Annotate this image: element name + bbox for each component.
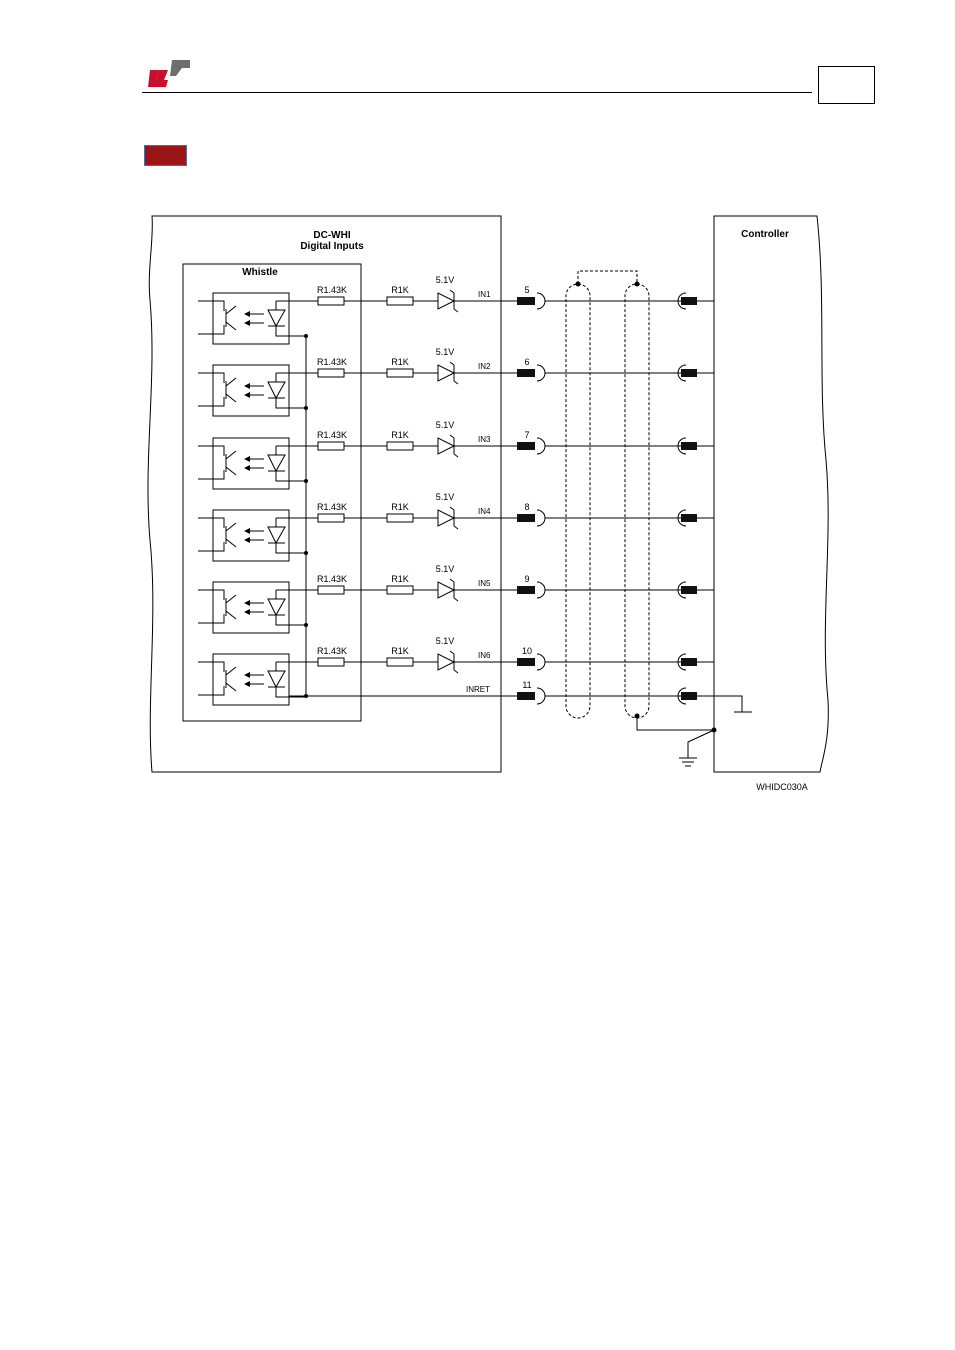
- zener-diode: [438, 438, 454, 454]
- resistor-1k-label: R1K: [391, 574, 409, 584]
- connector-pin: [517, 442, 535, 450]
- signal-label: IN6: [478, 651, 491, 660]
- resistor-1k43: [318, 297, 344, 305]
- connector-pin: [517, 586, 535, 594]
- zener-label: 5.1V: [435, 636, 455, 646]
- input-channel-4: [198, 507, 714, 561]
- pin-number: 5: [524, 285, 530, 295]
- dc-whi-title: DC-WHI: [313, 230, 351, 241]
- input-channel-6: [198, 651, 714, 705]
- controller-pin: [681, 442, 697, 450]
- zener-diode: [438, 510, 454, 526]
- signal-label: IN4: [478, 507, 491, 516]
- resistor-1k43-label: R1.43K: [316, 285, 348, 295]
- connector-pin: [517, 369, 535, 377]
- resistor-1k43: [318, 658, 344, 666]
- resistor-1k: [387, 442, 413, 450]
- resistor-1k: [387, 658, 413, 666]
- resistor-1k: [387, 514, 413, 522]
- resistor-1k43: [318, 514, 344, 522]
- pin-number: 6: [524, 357, 530, 367]
- zener-label: 5.1V: [435, 564, 455, 574]
- resistor-1k-label: R1K: [391, 646, 409, 656]
- resistor-1k: [387, 297, 413, 305]
- controller-pin: [681, 692, 697, 700]
- zener-diode: [438, 654, 454, 670]
- signal-label: IN1: [478, 290, 491, 299]
- resistor-1k43-label: R1.43K: [316, 574, 348, 584]
- connector-pin: [517, 658, 535, 666]
- return-signal-label: INRET: [466, 685, 490, 694]
- controller-title: Controller: [741, 229, 789, 240]
- input-channel-1: [198, 290, 714, 344]
- resistor-1k43-label: R1.43K: [316, 357, 348, 367]
- pin-number: 9: [524, 574, 530, 584]
- digital-inputs-title: Digital Inputs: [300, 241, 364, 252]
- signal-label: IN5: [478, 579, 491, 588]
- zener-label: 5.1V: [435, 492, 455, 502]
- resistor-1k-label: R1K: [391, 430, 409, 440]
- zener-diode: [438, 582, 454, 598]
- resistor-1k: [387, 586, 413, 594]
- resistor-1k-label: R1K: [391, 502, 409, 512]
- zener-label: 5.1V: [435, 420, 455, 430]
- resistor-1k43-label: R1.43K: [316, 430, 348, 440]
- pin-number: 8: [524, 502, 530, 512]
- signal-label: IN2: [478, 362, 491, 371]
- input-channel-3: [198, 435, 714, 489]
- controller-block: [714, 216, 828, 772]
- controller-pin: [681, 514, 697, 522]
- signal-label: IN3: [478, 435, 491, 444]
- connector-pin: [517, 514, 535, 522]
- zener-label: 5.1V: [435, 275, 455, 285]
- figure-code: WHIDC030A: [756, 782, 808, 792]
- resistor-1k43-label: R1.43K: [316, 502, 348, 512]
- controller-pin: [681, 369, 697, 377]
- input-channel-5: [198, 579, 714, 633]
- input-channel-2: [198, 362, 714, 416]
- resistor-1k43: [318, 369, 344, 377]
- whistle-title: Whistle: [242, 267, 278, 278]
- connector-pin: [517, 297, 535, 305]
- controller-pin: [681, 297, 697, 305]
- resistor-1k43: [318, 442, 344, 450]
- pin-number: 10: [521, 646, 533, 656]
- resistor-1k43: [318, 586, 344, 594]
- zener-diode: [438, 365, 454, 381]
- pin-number: 7: [524, 430, 530, 440]
- zener-diode: [438, 293, 454, 309]
- resistor-1k-label: R1K: [391, 285, 409, 295]
- controller-pin: [681, 586, 697, 594]
- return-pin-number: 11: [522, 680, 532, 690]
- resistor-1k43-label: R1.43K: [316, 646, 348, 656]
- controller-pin: [681, 658, 697, 666]
- zener-label: 5.1V: [435, 347, 455, 357]
- connector-pin: [517, 692, 535, 700]
- resistor-1k-label: R1K: [391, 357, 409, 367]
- resistor-1k: [387, 369, 413, 377]
